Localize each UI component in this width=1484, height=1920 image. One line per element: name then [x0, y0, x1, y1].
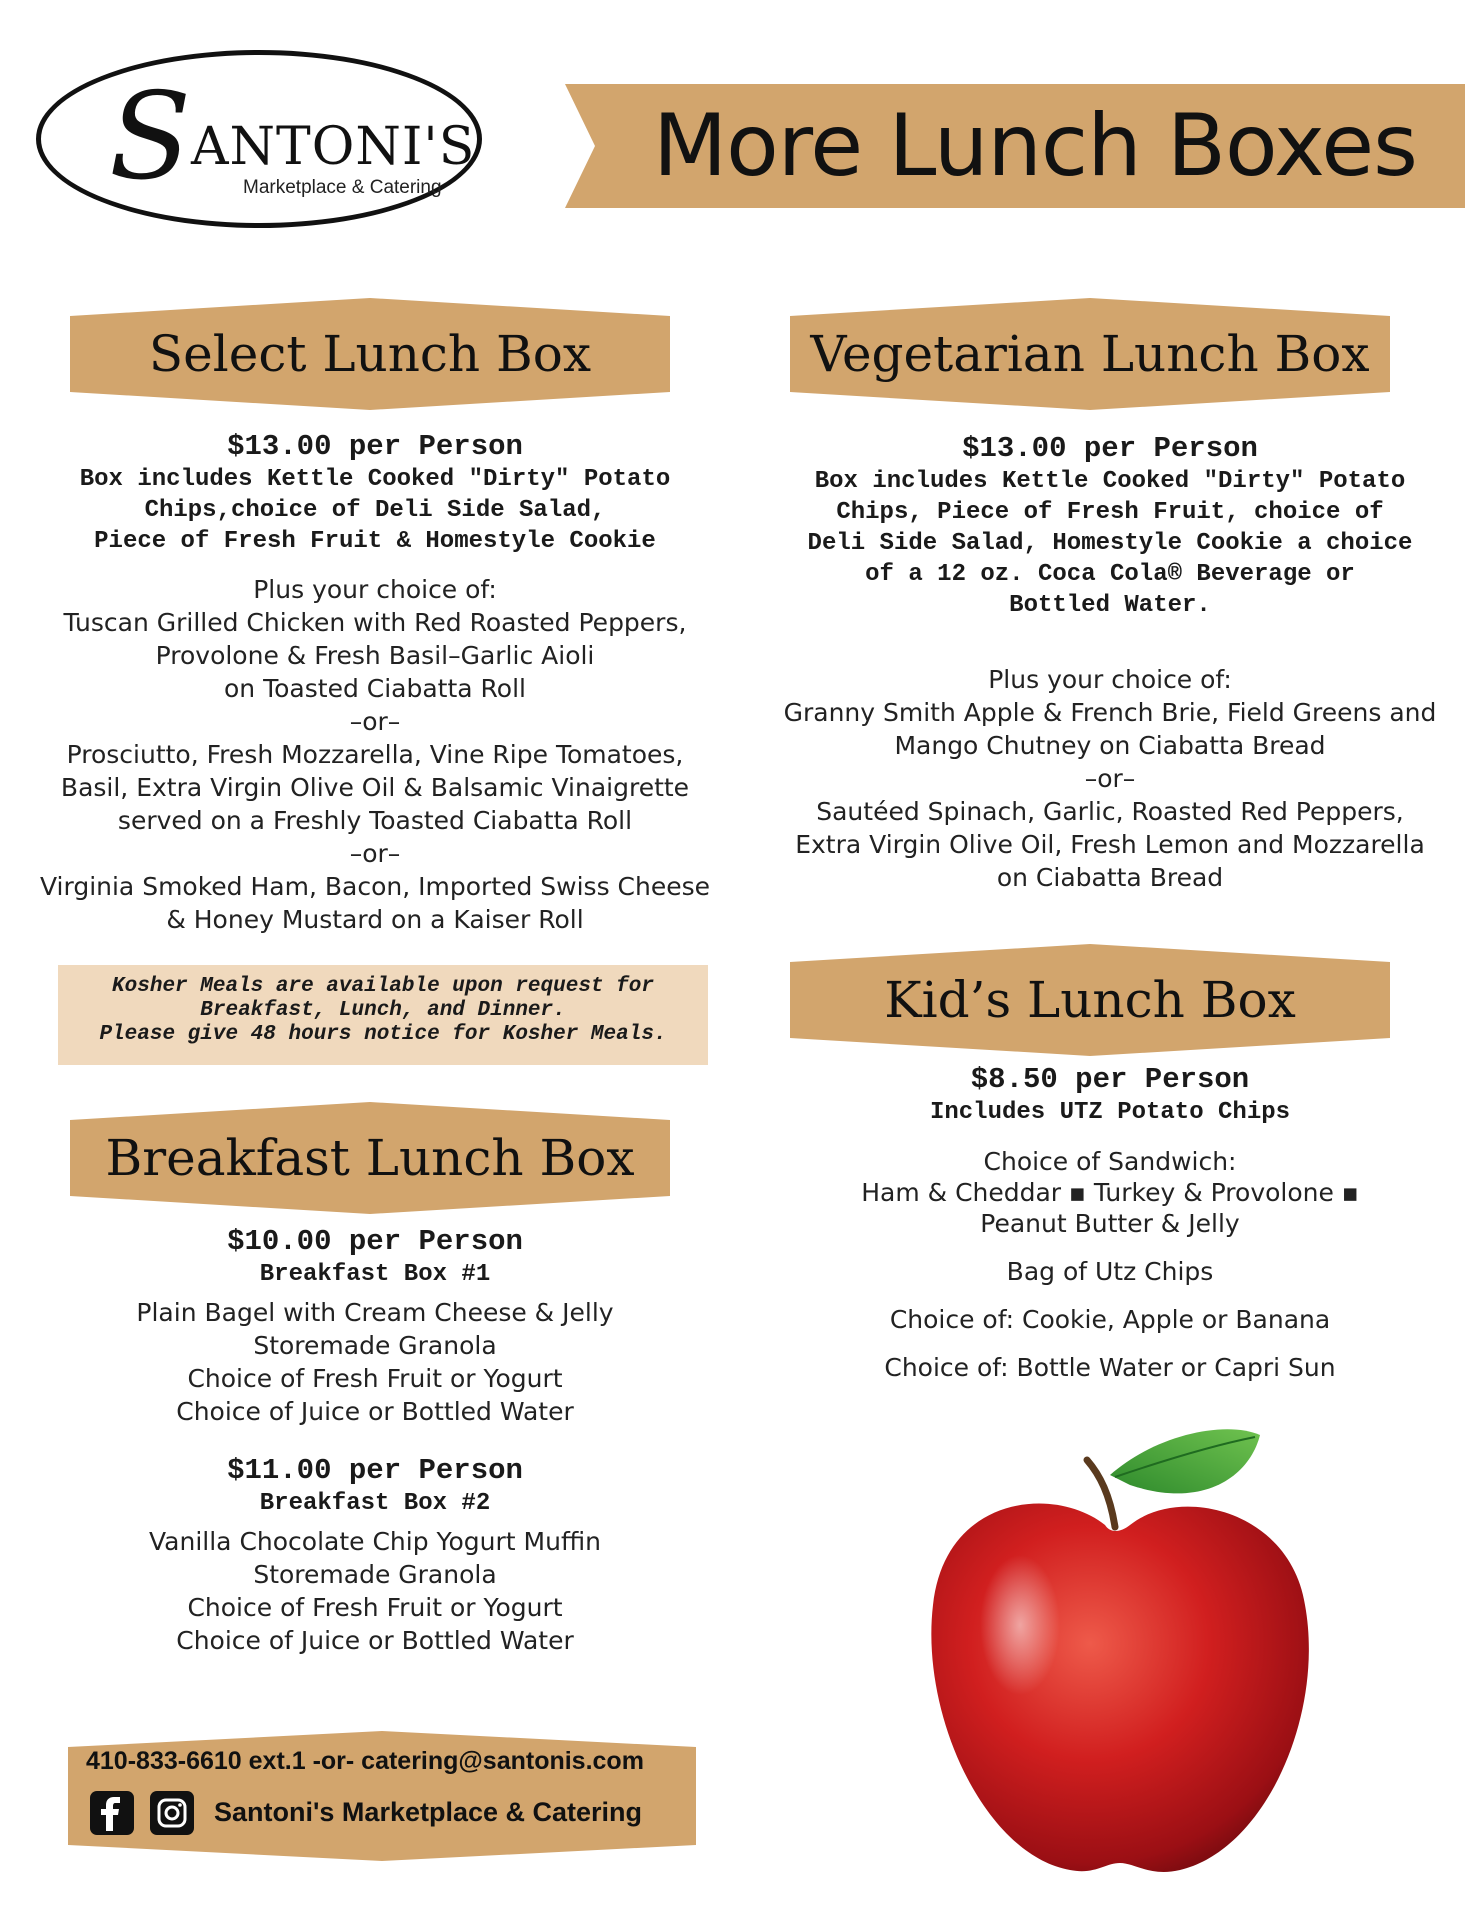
breakfast-box1-item: Choice of Juice or Bottled Water: [176, 1397, 574, 1426]
apple-image: [905, 1415, 1335, 1885]
kids-box-chips: Bag of Utz Chips: [1006, 1257, 1214, 1286]
kids-box-title: Kid’s Lunch Box: [884, 971, 1296, 1029]
facebook-icon[interactable]: [90, 1791, 134, 1835]
vegetarian-box-line: on Ciabatta Bread: [996, 863, 1224, 892]
vegetarian-box-includes: Box includes Kettle Cooked "Dirty" Potato: [814, 468, 1406, 495]
select-box-banner: [70, 298, 670, 410]
footer-social-name[interactable]: Santoni's Marketplace & Catering: [214, 1797, 643, 1827]
vegetarian-box-line: Extra Virgin Olive Oil, Fresh Lemon and Mozzarella: [795, 830, 1425, 859]
logo: [36, 50, 482, 228]
select-box-line: Provolone & Fresh Basil–Garlic Aioli: [155, 641, 595, 670]
vegetarian-box-banner: [790, 298, 1390, 410]
kids-box-dessert: Choice of: Cookie, Apple or Banana: [889, 1305, 1331, 1334]
breakfast-box2-item: Storemade Granola: [253, 1560, 497, 1589]
vegetarian-box-includes: Chips, Piece of Fresh Fruit, choice of: [836, 499, 1384, 526]
breakfast-box2-item: Choice of Juice or Bottled Water: [176, 1626, 574, 1655]
kids-box-banner: [790, 944, 1390, 1056]
kids-box-includes: Includes UTZ Potato Chips: [929, 1099, 1291, 1126]
select-box-line: Prosciutto, Fresh Mozzarella, Vine Ripe Tomatoes,: [66, 740, 684, 769]
breakfast-box1-price: $10.00 per Person: [227, 1225, 523, 1258]
select-box-line: Tuscan Grilled Chicken with Red Roasted Peppers,: [63, 608, 687, 637]
kosher-note: [58, 965, 708, 1065]
select-box-includes-2: Chips,choice of Deli Side Salad,: [144, 497, 606, 524]
page-title: More Lunch Boxes: [652, 96, 1417, 196]
vegetarian-box-line: Granny Smith Apple & French Brie, Field Greens and: [783, 698, 1437, 727]
breakfast-box2-price: $11.00 per Person: [227, 1454, 523, 1487]
select-box-line: served on a Freshly Toasted Ciabatta Roll: [117, 806, 633, 835]
breakfast-box1-item: Choice of Fresh Fruit or Yogurt: [187, 1364, 563, 1393]
logo-initial: S: [109, 68, 192, 207]
logo-tagline: Marketplace & Catering: [243, 177, 442, 198]
vegetarian-box-includes: of a 12 oz. Coca Cola® Beverage or: [865, 561, 1355, 588]
breakfast-box-title: Breakfast Lunch Box: [105, 1129, 635, 1187]
kids-box-drink: Choice of: Bottle Water or Capri Sun: [884, 1353, 1336, 1382]
breakfast-box1-name: Breakfast Box #1: [259, 1261, 491, 1288]
vegetarian-box-title: Vegetarian Lunch Box: [810, 325, 1370, 383]
vegetarian-box-line: Mango Chutney on Ciabatta Bread: [894, 731, 1326, 760]
footer-banner: [68, 1731, 696, 1861]
kosher-note-line: Breakfast, Lunch, and Dinner.: [200, 999, 566, 1022]
select-box-line: Basil, Extra Virgin Olive Oil & Balsamic Vinaigrette: [60, 773, 690, 802]
select-box-or: –or–: [349, 707, 401, 736]
kosher-note-line: Please give 48 hours notice for Kosher Meals.: [99, 1023, 667, 1046]
breakfast-box1-item: Storemade Granola: [253, 1331, 497, 1360]
vegetarian-box-choice-intro: Plus your choice of:: [988, 665, 1232, 694]
select-box-line: Virginia Smoked Ham, Bacon, Imported Swiss Cheese: [39, 872, 711, 901]
instagram-icon[interactable]: [150, 1791, 194, 1835]
kids-box-section: [760, 1063, 1460, 1384]
select-box-or: –or–: [349, 839, 401, 868]
vegetarian-box-price: $13.00 per Person: [962, 432, 1258, 465]
kids-box-sandwich-options: Ham & Cheddar ▪ Turkey & Provolone ▪: [861, 1178, 1359, 1207]
select-box-title: Select Lunch Box: [148, 325, 592, 383]
select-box-includes-3: Piece of Fresh Fruit & Homestyle Cookie: [94, 528, 656, 555]
kids-box-sandwich-intro: Choice of Sandwich:: [983, 1147, 1237, 1176]
title-banner: [565, 84, 1465, 208]
select-box-line: on Toasted Ciabatta Roll: [224, 674, 526, 703]
breakfast-box1-item: Plain Bagel with Cream Cheese & Jelly: [136, 1298, 614, 1327]
vegetarian-box-includes: Deli Side Salad, Homestyle Cookie a choice: [807, 530, 1413, 557]
breakfast-box2-item: Vanilla Chocolate Chip Yogurt Muffin: [149, 1527, 601, 1556]
vegetarian-box-line: Sautéed Spinach, Garlic, Roasted Red Peppers,: [816, 797, 1404, 826]
breakfast-box2-name: Breakfast Box #2: [259, 1490, 491, 1517]
kids-box-price: $8.50 per Person: [970, 1063, 1250, 1096]
vegetarian-box-or: –or–: [1084, 764, 1136, 793]
logo-name: ANTONI'S: [191, 117, 476, 177]
select-box-section: [30, 430, 720, 936]
breakfast-box2-item: Choice of Fresh Fruit or Yogurt: [187, 1593, 563, 1622]
footer-contact[interactable]: 410-833-6610 ext.1 -or- catering@santonis.com: [86, 1747, 644, 1775]
vegetarian-box-includes: Bottled Water.: [1009, 592, 1211, 619]
kosher-note-line: Kosher Meals are available upon request for: [112, 975, 654, 998]
breakfast-box-banner: [70, 1102, 670, 1214]
select-box-choice-intro: Plus your choice of:: [253, 575, 497, 604]
select-box-includes-1: Box includes Kettle Cooked "Dirty" Potato: [79, 466, 671, 493]
vegetarian-box-section: [760, 432, 1460, 894]
breakfast-box-section: [30, 1225, 720, 1657]
kids-box-sandwich-options: Peanut Butter & Jelly: [980, 1209, 1240, 1238]
select-box-price: $13.00 per Person: [227, 430, 523, 463]
select-box-line: & Honey Mustard on a Kaiser Roll: [166, 905, 584, 934]
